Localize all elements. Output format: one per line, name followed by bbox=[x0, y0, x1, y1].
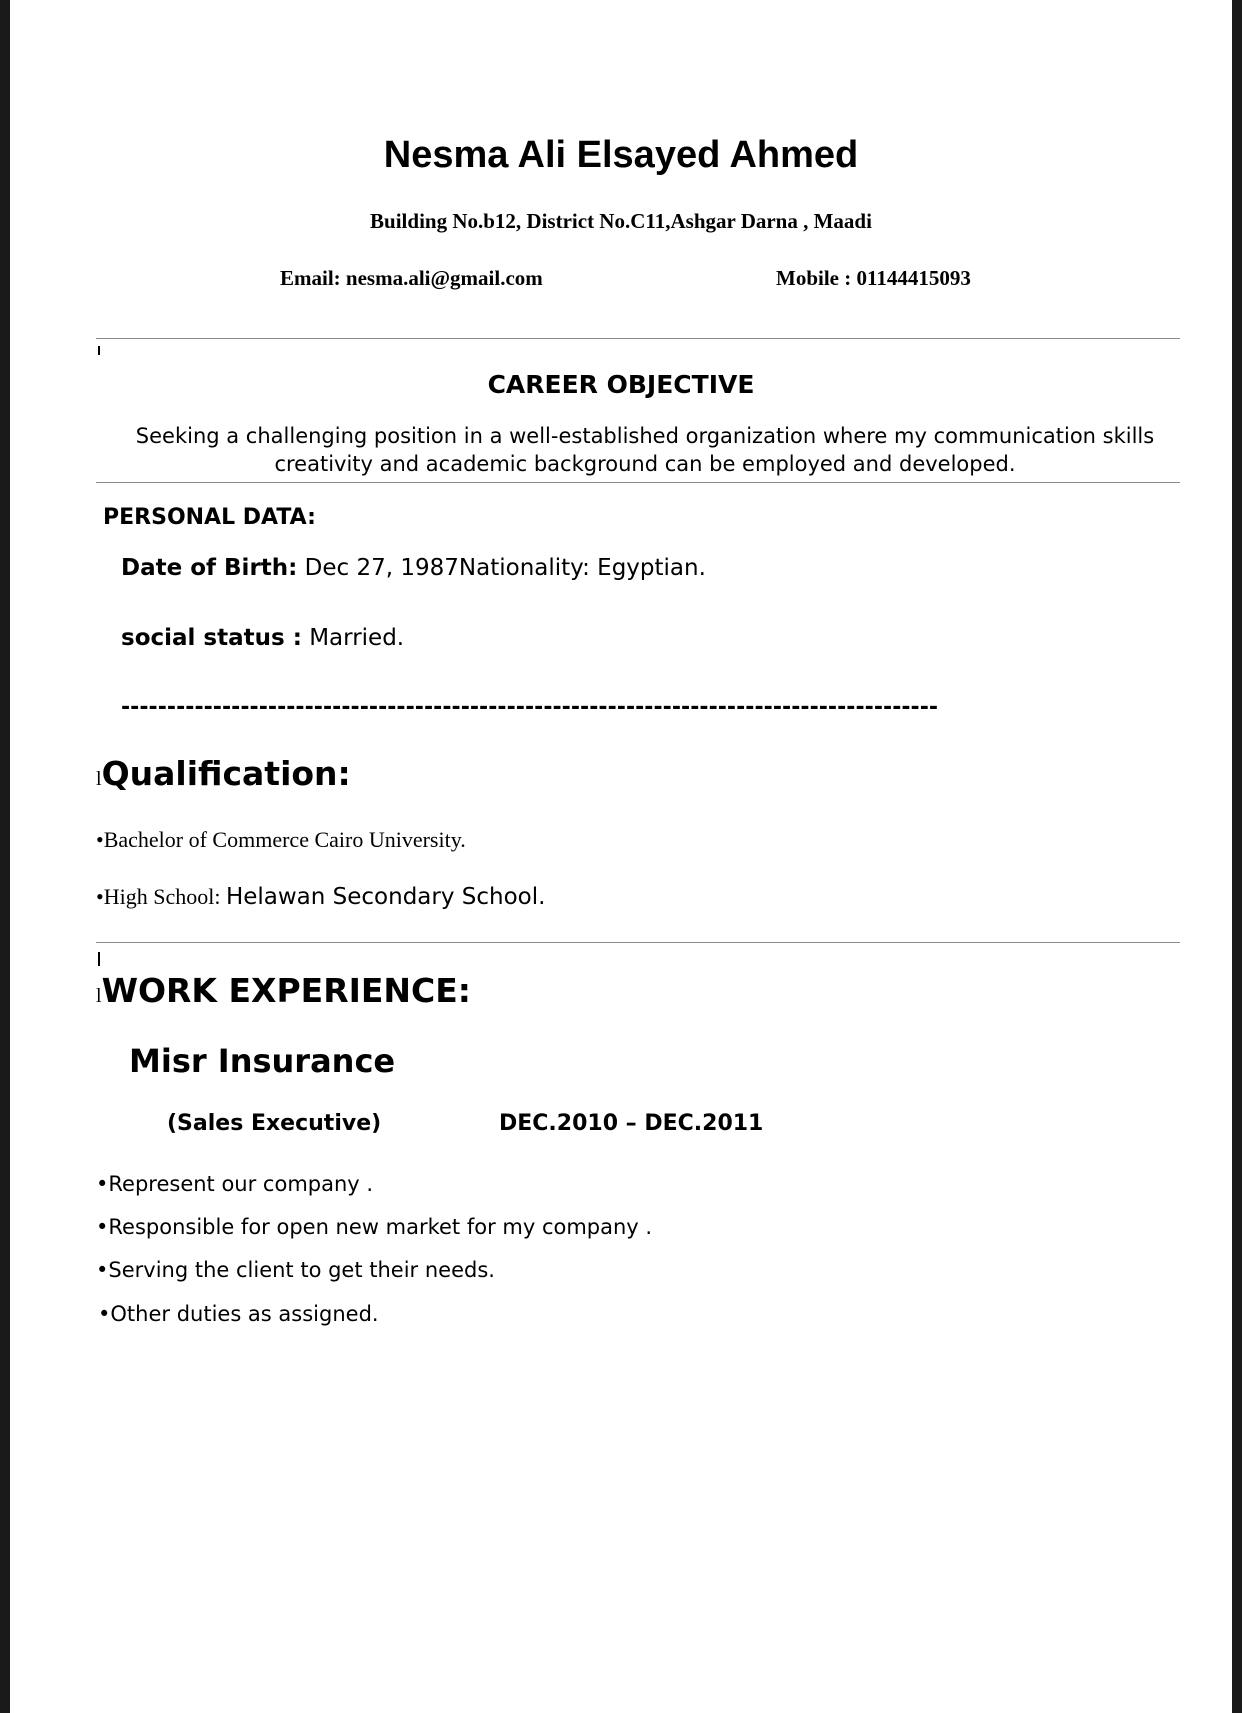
duty-item bbox=[96, 1258, 495, 1282]
email-line: Email: nesma.ali@gmail.com bbox=[280, 266, 543, 290]
high-school-label: High School: bbox=[103, 884, 226, 909]
career-objective-heading: CAREER OBJECTIVE bbox=[487, 370, 755, 399]
social-status-line bbox=[121, 625, 404, 651]
duty-item bbox=[96, 1172, 373, 1196]
career-objective-text: Seeking a challenging position in a well-established organization where my communication skills creativity and academic background can be employed and developed. bbox=[135, 424, 1155, 476]
bullet-icon: • bbox=[96, 827, 104, 852]
bullet-icon: • bbox=[96, 1215, 109, 1239]
qualification-item bbox=[96, 884, 545, 910]
duty-text: Other duties as assigned. bbox=[110, 1302, 379, 1326]
job-title: (Sales Executive) bbox=[167, 1111, 382, 1136]
margin-mark bbox=[98, 952, 100, 966]
work-experience-heading-line bbox=[96, 971, 471, 1010]
qualification-heading-line bbox=[96, 754, 351, 793]
duty-text: Responsible for open new market for my company . bbox=[108, 1215, 653, 1239]
resume-page bbox=[10, 0, 1232, 1713]
social-status-value: Married. bbox=[301, 625, 405, 651]
date-of-birth-line bbox=[121, 555, 706, 581]
personal-data-heading: PERSONAL DATA: bbox=[103, 505, 316, 530]
dob-value: Dec 27, 1987Nationality: Egyptian. bbox=[297, 555, 706, 581]
work-marker: l bbox=[96, 985, 102, 1007]
mobile-line: Mobile : 01144415093 bbox=[776, 266, 971, 290]
dob-label: Date of Birth: bbox=[121, 555, 298, 581]
bullet-icon: • bbox=[96, 884, 104, 909]
employment-dates: DEC.2010 – DEC.2011 bbox=[499, 1111, 764, 1136]
duty-text: Serving the client to get their needs. bbox=[108, 1258, 495, 1282]
applicant-name: Nesma Ali Elsayed Ahmed bbox=[383, 134, 859, 176]
qualification-item bbox=[96, 827, 466, 853]
address: Building No.b12, District No.C11,Ashgar Darna , Maadi bbox=[370, 209, 872, 233]
duty-text: Represent our company . bbox=[108, 1172, 374, 1196]
social-status-label: social status : bbox=[121, 625, 302, 651]
high-school-value: Helawan Secondary School. bbox=[225, 884, 546, 910]
bullet-icon: • bbox=[96, 1172, 109, 1196]
divider-work bbox=[96, 942, 1180, 943]
company-name: Misr Insurance bbox=[129, 1042, 396, 1080]
qualification-item-text: Bachelor of Commerce Cairo University. bbox=[103, 827, 466, 852]
divider-objective bbox=[96, 482, 1180, 483]
qualification-heading: Qualification: bbox=[101, 754, 351, 793]
margin-mark bbox=[98, 346, 100, 355]
work-experience-heading: WORK EXPERIENCE: bbox=[101, 971, 472, 1010]
divider-top bbox=[96, 338, 1180, 339]
duty-item bbox=[98, 1302, 379, 1326]
qualification-marker: l bbox=[96, 768, 102, 790]
bullet-icon: • bbox=[98, 1302, 111, 1326]
dashed-divider: ----------------------------------------------------------------------------------------- bbox=[121, 695, 939, 720]
bullet-icon: • bbox=[96, 1258, 109, 1282]
duty-item bbox=[96, 1215, 652, 1239]
